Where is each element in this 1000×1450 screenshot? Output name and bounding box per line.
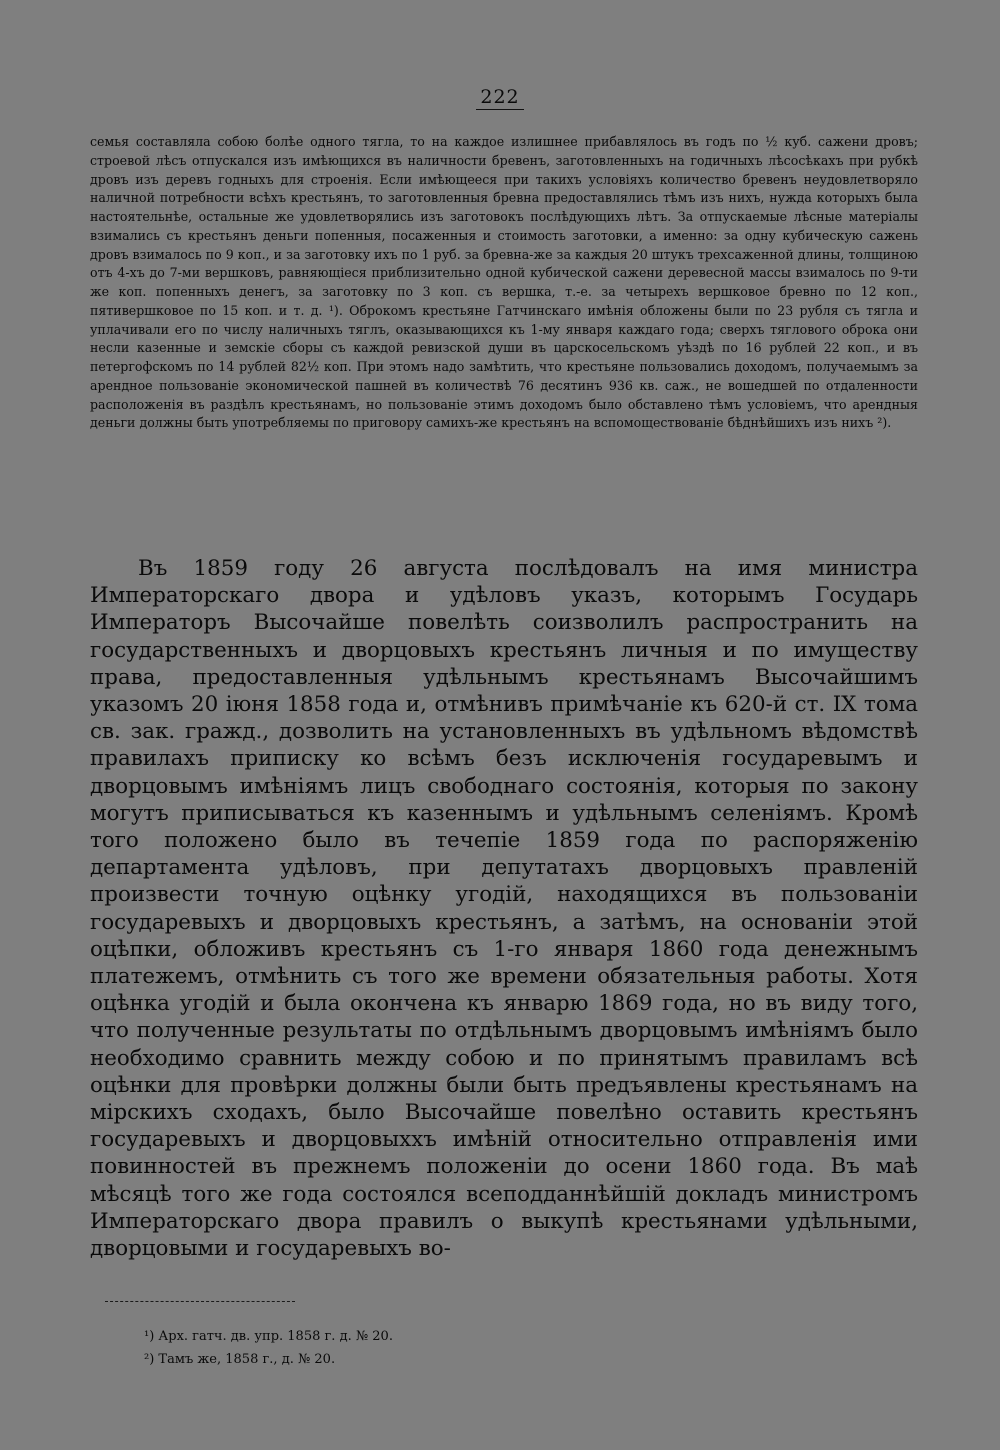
small-print-paragraph: семья составляла собою болѣе одного тягла, то на каждое излишнее прибавлялось въ годъ по ½ куб. сажени дровъ; строевой лѣсъ отпускался изъ имѣющихся въ наличности бревенъ, заготовленныхъ на годичныхъ лѣсосѣкахъ при рубкѣ дровъ изъ деревъ годныхъ для строенія. Если имѣющееся при такихъ условіяхъ количество бревенъ неудовлетворяло наличной потребности всѣхъ крестьянъ, то заготовленныя бревна предоставлялись тѣмъ изъ нихъ, нужда которыхъ была настоятельнѣе, остальные же удовлетворялись изъ заготовокъ послѣдующихъ лѣтъ. За отпускаемые лѣсные матеріалы взимались съ крестьянъ деньги попенныя, посаженныя и стоимость заготовки, а именно: за одну кубическую сажень дровъ взималось по 9 коп., и за заготовку ихъ по 1 руб. за бревна-же за каждыя 20 штукъ трехсаженной длины, толщиною отъ 4-хъ до 7-ми вершковъ, равняющіеся приблизительно одной кубической сажени деревесной массы взималось по 9-ти же коп. попенныхъ денегъ, за заготовку по 3 коп. съ вершка, т.-е. за четырехъ вершковое бревно по 12 коп., пятивершковое по 15 коп. и т. д. ¹). Оброкомъ крестьяне Гатчинскаго имѣнія обложены были по 23 рубля съ тягла и уплачивали его по числу наличныхъ тяглъ, оказывающихся къ 1-му января каждаго года; сверхъ тяглового оброка они несли казенные и земскіе сборы съ каждой ревизской души въ царскосельскомъ уѣздѣ по 16 рублей 22 коп., и въ петергофскомъ по 14 рублей 82½ коп. При этомъ надо замѣтить, что крестьяне пользовались доходомъ, получаемымъ за арендное пользованіе экономической пашней въ количествѣ 76 десятинъ 936 кв. саж., не вошедшей по отдаленности расположенія въ раздѣлъ крестьянамъ, но пользованіе этимъ доходомъ было обставлено тѣмъ условіемъ, что арендныя деньги должны быть употребляемы по приговору самихъ-же крестьянъ на вспомоществованіе бѣднѣйшихъ изъ нихъ ²). (90, 134, 918, 431)
footnote-2: ²) Тамъ же, 1858 г., д. № 20. (144, 1352, 336, 1367)
page-number-text: 222 (476, 86, 523, 110)
footnote-separator (105, 1301, 295, 1302)
footnotes (144, 1325, 744, 1371)
main-paragraph: Въ 1859 году 26 августа послѣдовалъ на имя министра Императорскаго двора и удѣловъ указъ, которымъ Государь Императоръ Высочайше повелѣть соизволилъ распространить на государственныхъ и дворцовыхъ крестьянъ личныя и по имуществу права, предоставленныя удѣльнымъ крестьянамъ Высочайшимъ указомъ 20 іюня 1858 года и, отмѣнивъ примѣчаніе къ 620-й ст. IX тома св. зак. гражд., дозволить на установленныхъ въ удѣльномъ вѣдомствѣ правилахъ приписку ко всѣмъ безъ исключенія государевымъ и дворцовымъ имѣніямъ лицъ свободнаго состоянія, которыя по закону могутъ приписываться къ казеннымъ и удѣльнымъ селеніямъ. Кромѣ того положено было въ течепіе 1859 года по распоряженію департамента удѣловъ, при депутатахъ дворцовыхъ правленій произвести точную оцѣнку угодій, находящихся въ пользованіи государевыхъ и дворцовыхъ крестьянъ, а затѣмъ, на основаніи этой оцѣпки, обложивъ крестьянъ съ 1-го января 1860 года денежнымъ платежемъ, отмѣнить съ того же времени обязательныя работы. Хотя оцѣнка угодій и была окончена къ январю 1869 года, но въ виду того, что полученные результаты по отдѣльнымъ дворцовымъ имѣніямъ было необходимо сравнить между собою и по принятымъ правиламъ всѣ оцѣнки для провѣрки должны были быть предъявлены крестьянамъ на мірскихъ сходахъ, было Высочайше повелѣно оставить крестьянъ государевыхъ и дворцовыххъ имѣній относительно отправленія ими повинностей въ прежнемъ положеніи до осени 1860 года. Въ маѣ мѣсяцѣ того же года состоялся всеподданнѣйшій докладъ министромъ Императорскаго двора правилъ о выкупѣ крестьянами удѣльными, дворцовыми и государевыхъ во- (90, 556, 918, 1262)
footnote-1: ¹) Арх. гатч. дв. упр. 1858 г. д. № 20. (144, 1329, 393, 1344)
page-number (0, 86, 1000, 108)
